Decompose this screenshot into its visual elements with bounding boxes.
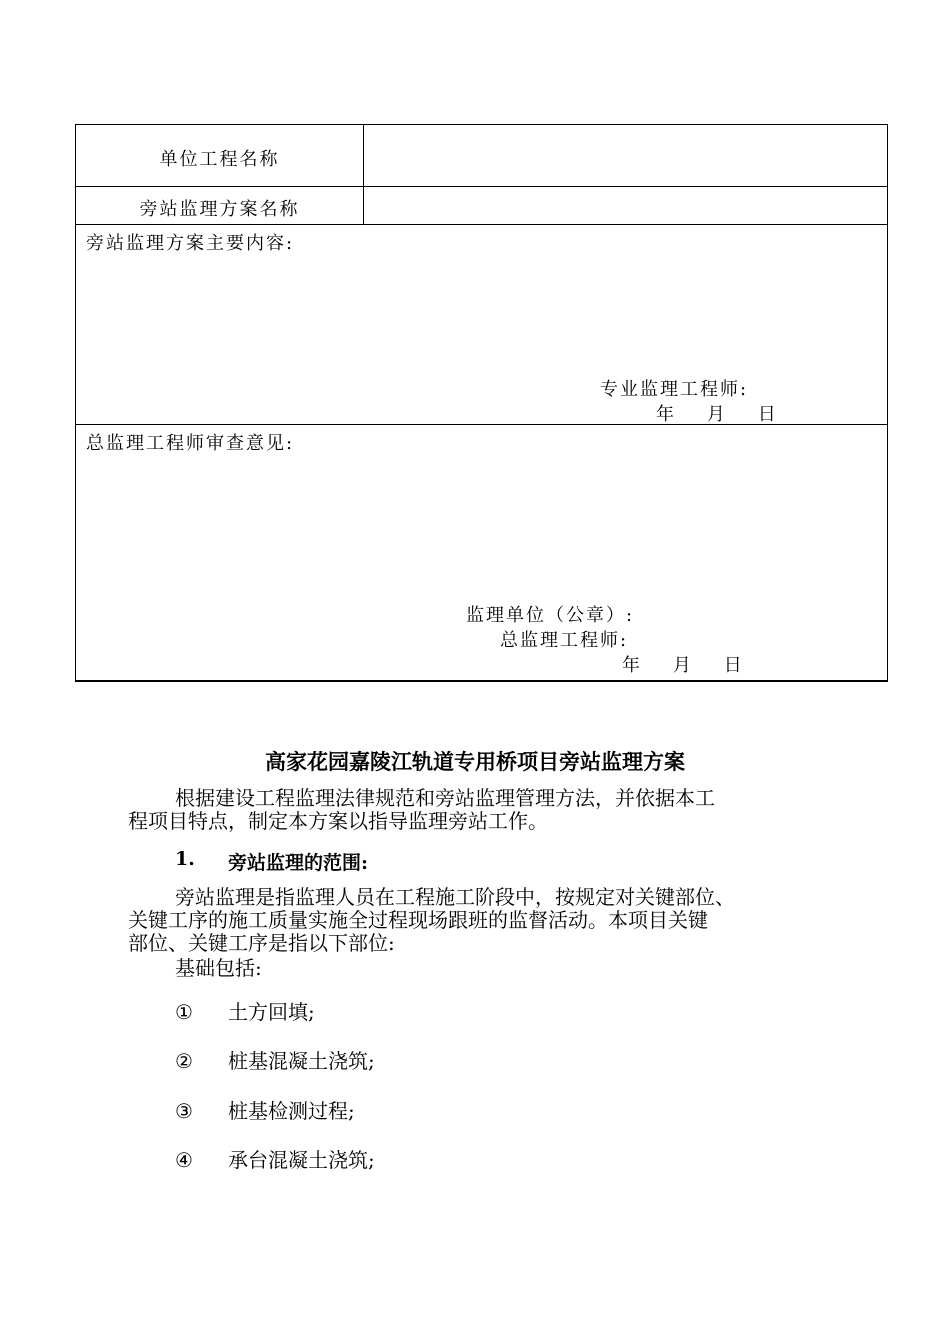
unit-project-name-label: 单位工程名称 <box>159 149 280 170</box>
supervision-unit-seal-label: 监理单位（公章）: <box>466 605 635 626</box>
chief-engineer-label: 总监理工程师: <box>500 630 629 651</box>
cell-divider <box>363 125 364 186</box>
intro-paragraph-line-2: 程项目特点，制定本方案以指导监理旁站工作。 <box>128 809 548 833</box>
chief-opinion-label: 总监理工程师审查意见: <box>86 433 295 454</box>
list-item-number: ② <box>175 1049 193 1073</box>
scope-paragraph-line-2: 关键工序的施工质量实施全过程现场跟班的监督活动。本项目关键 <box>128 908 708 932</box>
list-item-text: 桩基混凝土浇筑; <box>228 1049 375 1073</box>
form-row-unit-project <box>76 125 887 187</box>
scope-paragraph-line-3: 部位、关键工序是指以下部位: <box>128 931 395 955</box>
list-item <box>175 1045 375 1074</box>
list-item-number: ① <box>175 1000 193 1024</box>
form-row-main-content <box>76 225 887 425</box>
list-item-text: 桩基检测过程; <box>228 1099 355 1123</box>
form-row-plan-name <box>76 187 887 225</box>
list-item <box>175 996 315 1025</box>
section-1-number: 1. <box>175 848 195 870</box>
plan-name-label: 旁站监理方案名称 <box>139 199 300 220</box>
cell-divider <box>363 187 364 224</box>
list-item-number: ④ <box>175 1148 193 1172</box>
list-item <box>175 1095 355 1124</box>
list-item-text: 承台混凝土浇筑; <box>228 1148 375 1172</box>
section-1-title: 旁站监理的范围: <box>228 852 369 874</box>
supervision-form-table <box>75 124 888 682</box>
list-item <box>175 1144 375 1173</box>
form-row-chief-opinion <box>76 425 887 682</box>
list-item-number: ③ <box>175 1099 193 1123</box>
scope-paragraph-line-1: 旁站监理是指监理人员在工程施工阶段中，按规定对关键部位、 <box>175 885 735 909</box>
intro-paragraph-line-1: 根据建设工程监理法律规范和旁站监理管理方法，并依据本工 <box>175 786 715 810</box>
date-line-1: 年 月 日 <box>656 404 778 425</box>
specialist-engineer-label: 专业监理工程师: <box>600 379 749 400</box>
document-title: 高家花园嘉陵江轨道专用桥项目旁站监理方案 <box>265 749 685 774</box>
main-content-label: 旁站监理方案主要内容: <box>86 233 295 254</box>
date-line-2: 年 月 日 <box>622 655 744 676</box>
foundation-label: 基础包括: <box>175 956 262 980</box>
list-item-text: 土方回填; <box>228 1000 315 1024</box>
